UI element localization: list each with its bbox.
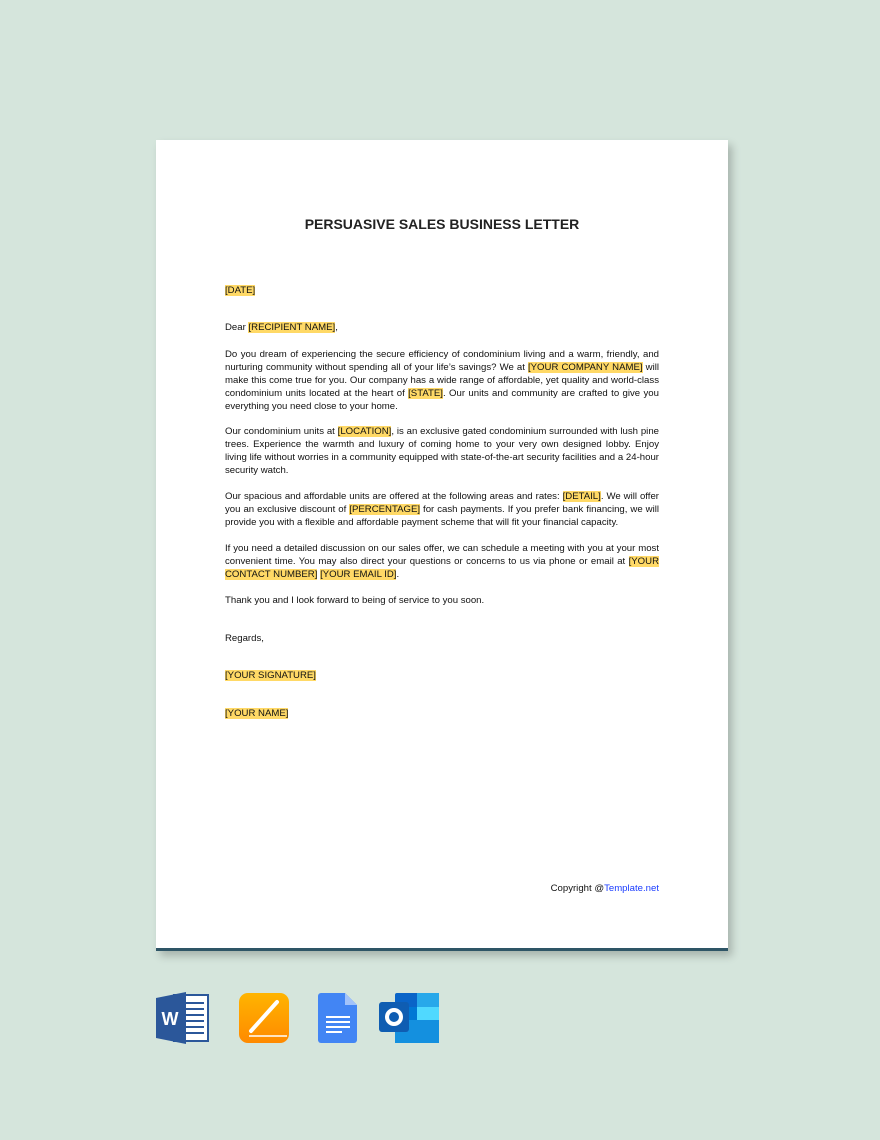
template-net-link[interactable]: Template.net [604, 883, 659, 894]
text: If you need a detailed discussion on our sales offer, we can schedule a meeting with you at your most convenient time. You may also direct your questions or concerns to us via phone or email at [225, 543, 659, 567]
microsoft-word-icon[interactable] [156, 992, 212, 1049]
closing-line: Thank you and I look forward to being of service to you soon. [225, 595, 485, 606]
microsoft-outlook-icon[interactable] [379, 992, 439, 1049]
text: . We will offer you an exclusive discount of [225, 491, 659, 515]
company-name-placeholder[interactable]: [YOUR COMPANY NAME] [527, 362, 643, 373]
percentage-placeholder[interactable]: [PERCENTAGE] [349, 504, 421, 515]
paragraph-4 [225, 542, 659, 581]
letter-page [156, 140, 728, 951]
text: , is an exclusive gated condominium surrounded with lush pine trees. Experience the warmth and luxury of coming home to your very own designed lobby. Enjoy living life without worries in a community equipped with state-of-the-art security facilities and a 24-hour security watch. [225, 426, 659, 476]
location-placeholder[interactable]: [LOCATION] [337, 426, 392, 437]
svg-text:W: W [161, 1009, 179, 1029]
format-icons [0, 992, 880, 1044]
apple-pages-icon[interactable] [239, 992, 290, 1049]
paragraph-2 [225, 425, 659, 477]
salutation-text: Dear [225, 322, 249, 333]
recipient-placeholder[interactable]: [RECIPIENT NAME] [248, 322, 336, 333]
paragraph-1 [225, 348, 659, 413]
regards: Regards, [225, 633, 264, 644]
text: for cash payments. If you prefer bank financing, we will provide you with a flexible and affordable payment scheme that will fit your financial capacity. [225, 504, 659, 528]
state-placeholder[interactable]: [STATE] [408, 388, 443, 399]
signature-field [225, 669, 659, 682]
email-placeholder[interactable]: [YOUR EMAIL ID] [320, 569, 397, 580]
detail-placeholder[interactable]: [DETAIL] [562, 491, 601, 502]
google-docs-icon[interactable] [318, 992, 358, 1049]
copyright [551, 883, 659, 894]
date-placeholder[interactable]: [DATE] [225, 285, 256, 296]
text: will make this come true for you. Our company has a wide range of affordable, yet quality and world-class condominium units located at the heart of [225, 362, 659, 399]
text: . Our units and community are crafted to give you everything you need close to your home. [225, 388, 659, 412]
letter-title: PERSUASIVE SALES BUSINESS LETTER [304, 216, 580, 232]
text: Our spacious and affordable units are offered at the following areas and rates: [225, 491, 563, 502]
contact-number-placeholder[interactable]: [YOUR CONTACT NUMBER] [225, 556, 659, 580]
text: Our condominium units at [225, 426, 338, 437]
salutation-comma: , [335, 322, 338, 333]
text: . [396, 569, 400, 580]
name-placeholder[interactable]: [YOUR NAME] [225, 708, 289, 719]
salutation [225, 321, 659, 334]
signature-placeholder[interactable]: [YOUR SIGNATURE] [225, 670, 316, 681]
name-field [225, 707, 659, 720]
text: Do you dream of experiencing the secure efficiency of condominium living and a warm, friendly, and nurturing community without spending all of your life’s savings? We at [225, 349, 659, 373]
paragraph-3 [225, 490, 659, 529]
date-field [225, 284, 659, 297]
copyright-text: Copyright @ [550, 883, 605, 894]
